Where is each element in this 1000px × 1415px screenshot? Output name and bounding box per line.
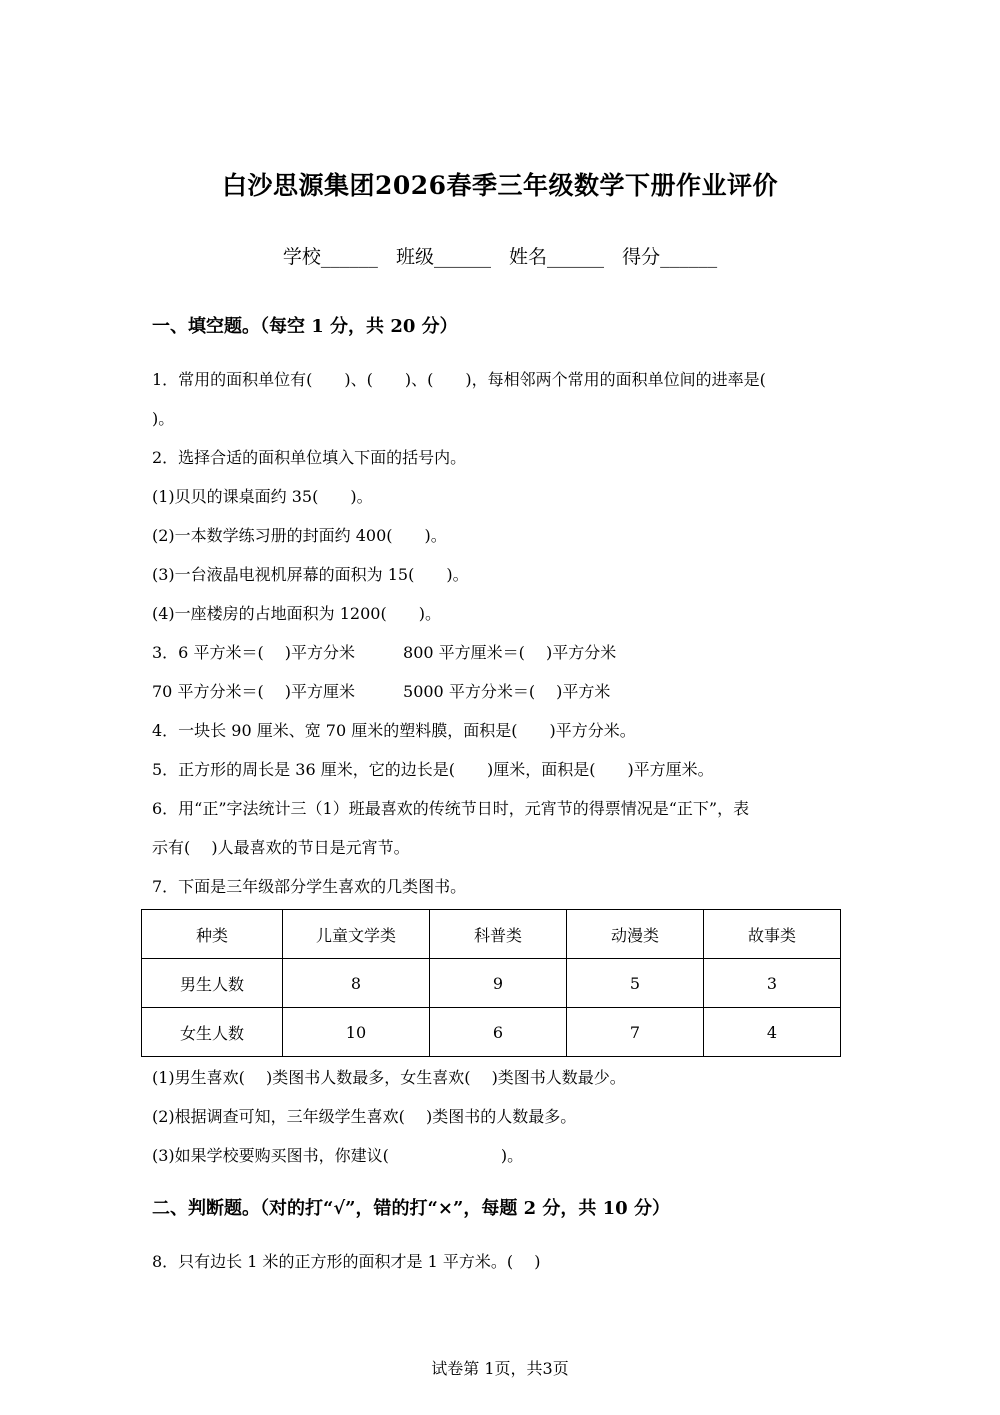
table-cell: 10 — [282, 1008, 429, 1057]
table-cell: 男生人数 — [142, 959, 283, 1008]
question-6-line-2: 示有( )人最喜欢的节日是元宵节。 — [152, 838, 410, 857]
section-heading-fill-blank: 一、填空题。（每空 1 分，共 20 分） — [152, 316, 458, 337]
question-2-item-3: (3)一台液晶电视机屏幕的面积为 15( )。 — [152, 565, 469, 584]
book-preference-table — [141, 909, 841, 1057]
question-3-line-1: 3．6 平方米＝( )平方分米 800 平方厘米＝( )平方分米 — [152, 643, 617, 662]
table-header-cell: 儿童文学类 — [282, 910, 429, 959]
question-2-item-1: (1)贝贝的课桌面约 35( )。 — [152, 487, 373, 506]
page-footer: 试卷第 1页，共3页 — [431, 1359, 569, 1378]
question-1-line-2: )。 — [152, 409, 175, 428]
question-2-item-2: (2)一本数学练习册的封面约 400( )。 — [152, 526, 447, 545]
table-cell: 5 — [566, 959, 703, 1008]
question-2: 2．选择合适的面积单位填入下面的括号内。 — [152, 448, 467, 467]
question-3-line-2: 70 平方分米＝( )平方厘米 5000 平方分米＝( )平方米 — [152, 682, 611, 701]
table-row — [142, 1008, 841, 1057]
name-field[interactable]: 姓名______ — [509, 246, 605, 268]
student-info-line — [0, 242, 1000, 269]
table-row — [142, 959, 841, 1008]
score-field[interactable]: 得分______ — [622, 246, 718, 268]
page-title: 白沙思源集团2026春季三年级数学下册作业评价 — [221, 171, 779, 200]
table-cell: 7 — [566, 1008, 703, 1057]
table-cell: 4 — [703, 1008, 840, 1057]
question-4: 4．一块长 90 厘米、宽 70 厘米的塑料膜，面积是( )平方分米。 — [152, 721, 636, 740]
question-6-line-1: 6．用“正”字法统计三（1）班最喜欢的传统节日时，元宵节的得票情况是“正下”，表 — [152, 799, 750, 818]
question-7: 7．下面是三年级部分学生喜欢的几类图书。 — [152, 877, 467, 896]
question-7-item-3: (3)如果学校要购买图书，你建议( )。 — [152, 1146, 524, 1165]
table-cell: 8 — [282, 959, 429, 1008]
table-cell: 女生人数 — [142, 1008, 283, 1057]
class-field[interactable]: 班级______ — [395, 246, 491, 268]
question-5: 5．正方形的周长是 36 厘米，它的边长是( )厘米，面积是( )平方厘米。 — [152, 760, 714, 779]
table-header-cell: 科普类 — [429, 910, 566, 959]
question-8: 8．只有边长 1 米的正方形的面积才是 1 平方米。( ) — [152, 1252, 541, 1271]
question-7-item-1: (1)男生喜欢( )类图书人数最多，女生喜欢( )类图书人数最少。 — [152, 1068, 626, 1087]
table-cell: 3 — [703, 959, 840, 1008]
school-field[interactable]: 学校______ — [282, 246, 378, 268]
table-header-cell: 种类 — [142, 910, 283, 959]
table-cell: 6 — [429, 1008, 566, 1057]
section-heading-true-false: 二、判断题。（对的打“√”，错的打“×”，每题 2 分，共 10 分） — [152, 1198, 670, 1219]
table-header-cell: 动漫类 — [566, 910, 703, 959]
table-cell: 9 — [429, 959, 566, 1008]
question-7-item-2: (2)根据调查可知，三年级学生喜欢( )类图书的人数最多。 — [152, 1107, 577, 1126]
table-header-row — [142, 910, 841, 959]
table-header-cell: 故事类 — [703, 910, 840, 959]
question-2-item-4: (4)一座楼房的占地面积为 1200( )。 — [152, 604, 441, 623]
question-1-line-1: 1．常用的面积单位有( )、( )、( )，每相邻两个常用的面积单位间的进率是( — [152, 370, 766, 389]
